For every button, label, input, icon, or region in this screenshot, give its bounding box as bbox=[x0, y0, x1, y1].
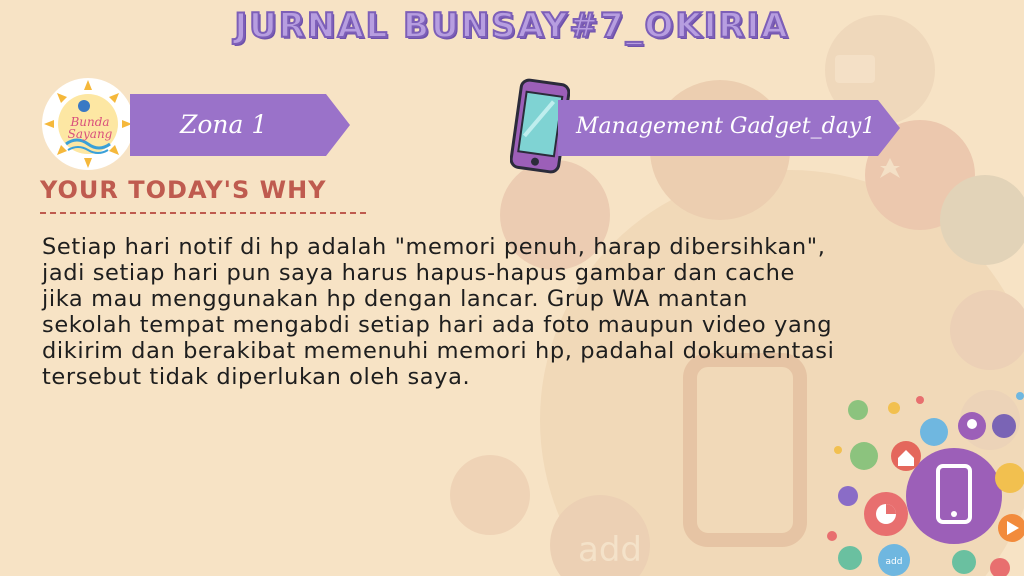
cluster-add-label: add bbox=[885, 557, 903, 567]
zona-banner bbox=[130, 94, 350, 156]
journal-body-text: Setiap hari notif di hp adalah "memori penuh, harap dibersihkan", jadi setiap hari pun saya harus hapus-hapus gambar dan cache jika mau menggunakan hp dengan lancar. Grup WA mantan sekolah tempat mengabdi setiap hari ada foto maupun video yang dikirim dan berakibat memenuhi memori hp, padahal dokumentasi tersebut tidak diperlukan oleh saya. bbox=[42, 234, 835, 390]
background-add-label: add bbox=[578, 530, 642, 570]
gadget-banner bbox=[558, 100, 900, 156]
logo-text-bunda: Bunda bbox=[70, 115, 110, 129]
section-heading: YOUR TODAY'S WHY bbox=[40, 176, 327, 204]
heading-underline bbox=[40, 212, 366, 214]
gadget-label: Management Gadget_day1 bbox=[576, 114, 876, 139]
bunda-sayang-logo bbox=[40, 76, 136, 172]
gadget-icon-cluster bbox=[824, 386, 1024, 576]
zona-label: Zona 1 bbox=[180, 110, 268, 139]
page-title: JURNAL BUNSAY#7_OKIRIA bbox=[234, 6, 790, 46]
logo-text-sayang: Sayang bbox=[67, 127, 113, 141]
